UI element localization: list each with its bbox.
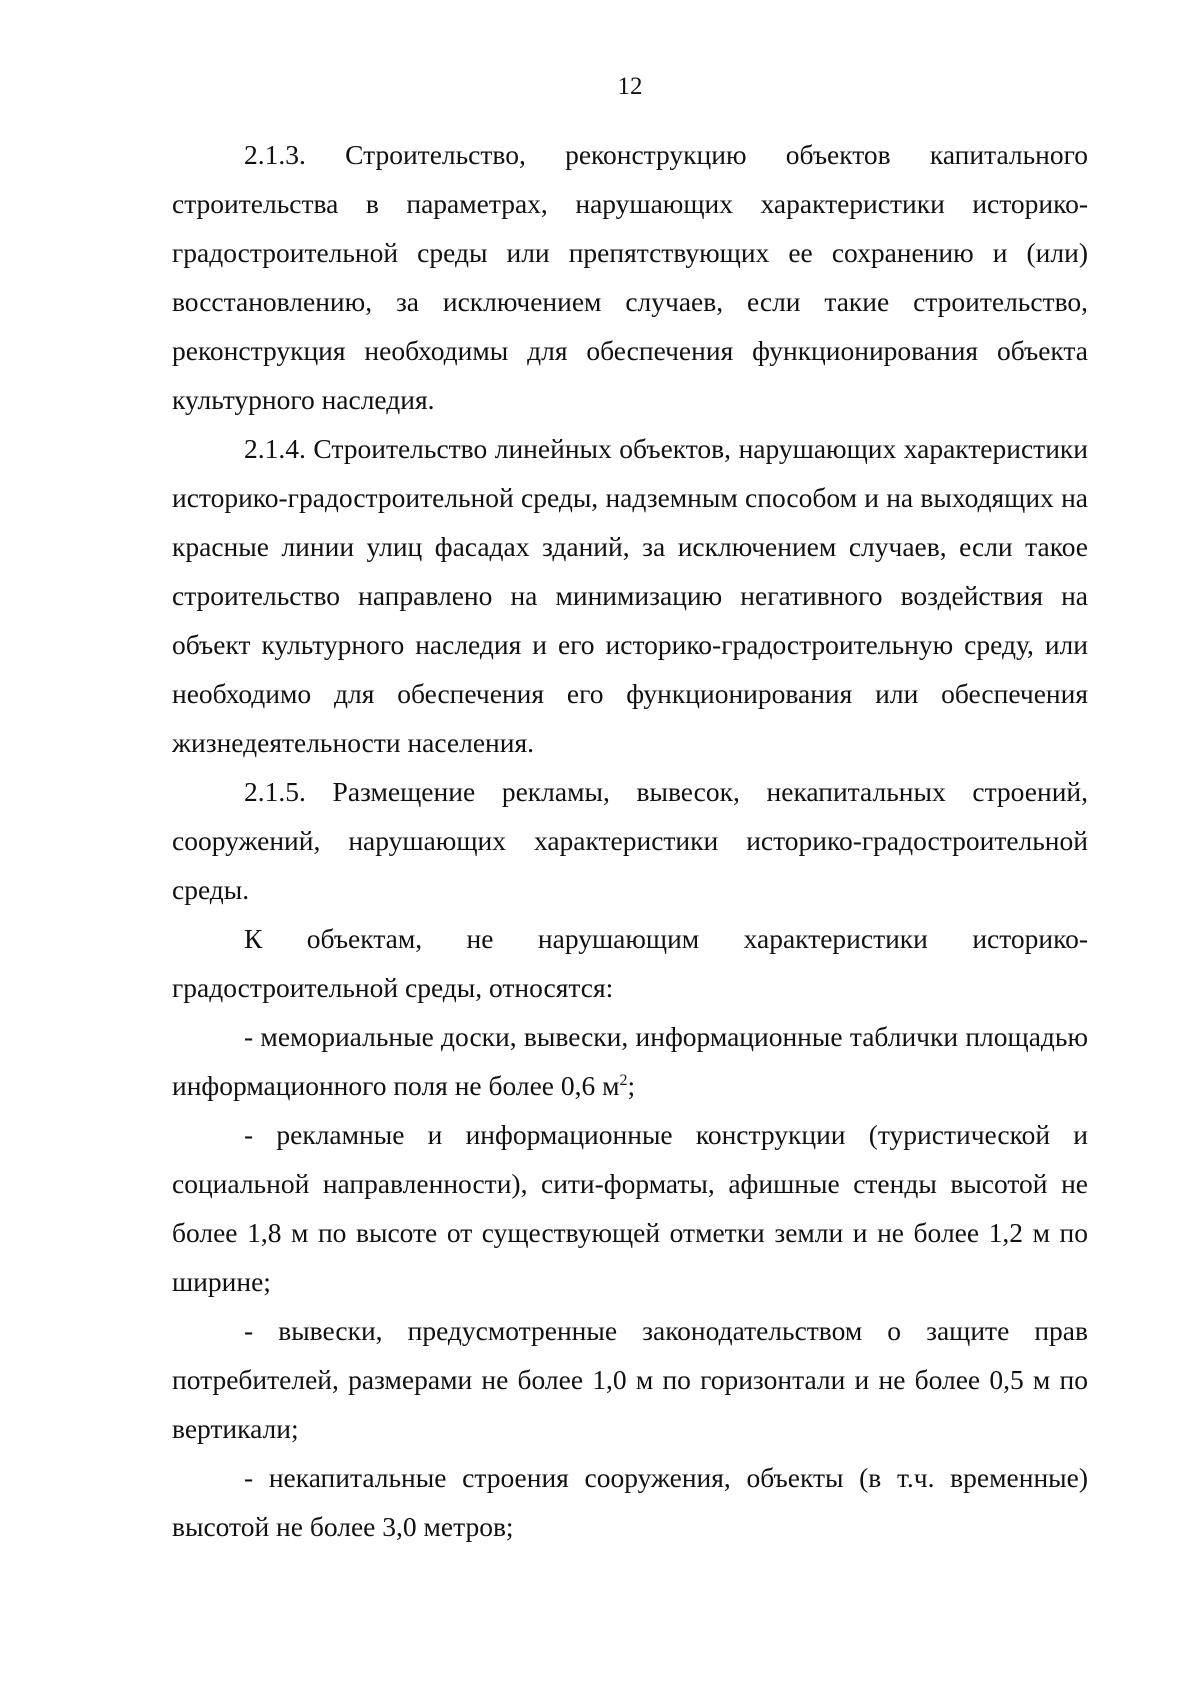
superscript: 2 (619, 1071, 628, 1089)
list-item: - некапитальные строения сооружения, объекты (в т.ч. временные) высотой не более 3,0 метров; (172, 1462, 1088, 1542)
list-item: - вывески, предусмотренные законодательством о защите прав потребителей, размерами не более 1,0 м по горизонтали и не более 0,5 м по вертикали; (172, 1315, 1088, 1444)
paragraph-intro: К объектам, не нарушающим характеристики историко-градостроительной среды, относятся: (172, 923, 1088, 1003)
list-item (172, 1012, 1088, 1110)
paragraph-2-1-3: 2.1.3. Строительство, реконструкцию объектов капитального строительства в параметрах, нарушающих характеристики историко-градостроительной среды или препятствующих ее сохранению и (или) восстановлению, за исключением случаев, если такие строительство, реконструкция необходимы для обеспечения функционирования объекта культурного наследия. (172, 139, 1088, 415)
document-body (172, 130, 1088, 1551)
list-item-tail: ; (627, 1070, 636, 1101)
list-item: - рекламные и информационные конструкции (туристической и социальной направленности), сити-форматы, афишные стенды высотой не более 1,8 м по высоте от существующей отметки земли и не более 1,2 м по ширине; (172, 1119, 1088, 1297)
page-number: 12 (617, 73, 643, 100)
paragraph-2-1-4: 2.1.4. Строительство линейных объектов, нарушающих характеристики историко-градостроительной среды, надземным способом и на выходящих на красные линии улиц фасадах зданий, за исключением случаев, если такое строительство направлено на минимизацию негативного воздействия на объект культурного наследия и его историко-градостроительную среду, или необходимо для обеспечения его функционирования или обеспечения жизнедеятельности населения. (172, 433, 1088, 758)
paragraph-2-1-5: 2.1.5. Размещение рекламы, вывесок, некапитальных строений, сооружений, нарушающих характеристики историко-градостроительной среды. (172, 776, 1088, 905)
list-item-text: - мемориальные доски, вывески, информационные таблички площадью информационного поля не более 0,6 м (172, 1021, 1088, 1101)
